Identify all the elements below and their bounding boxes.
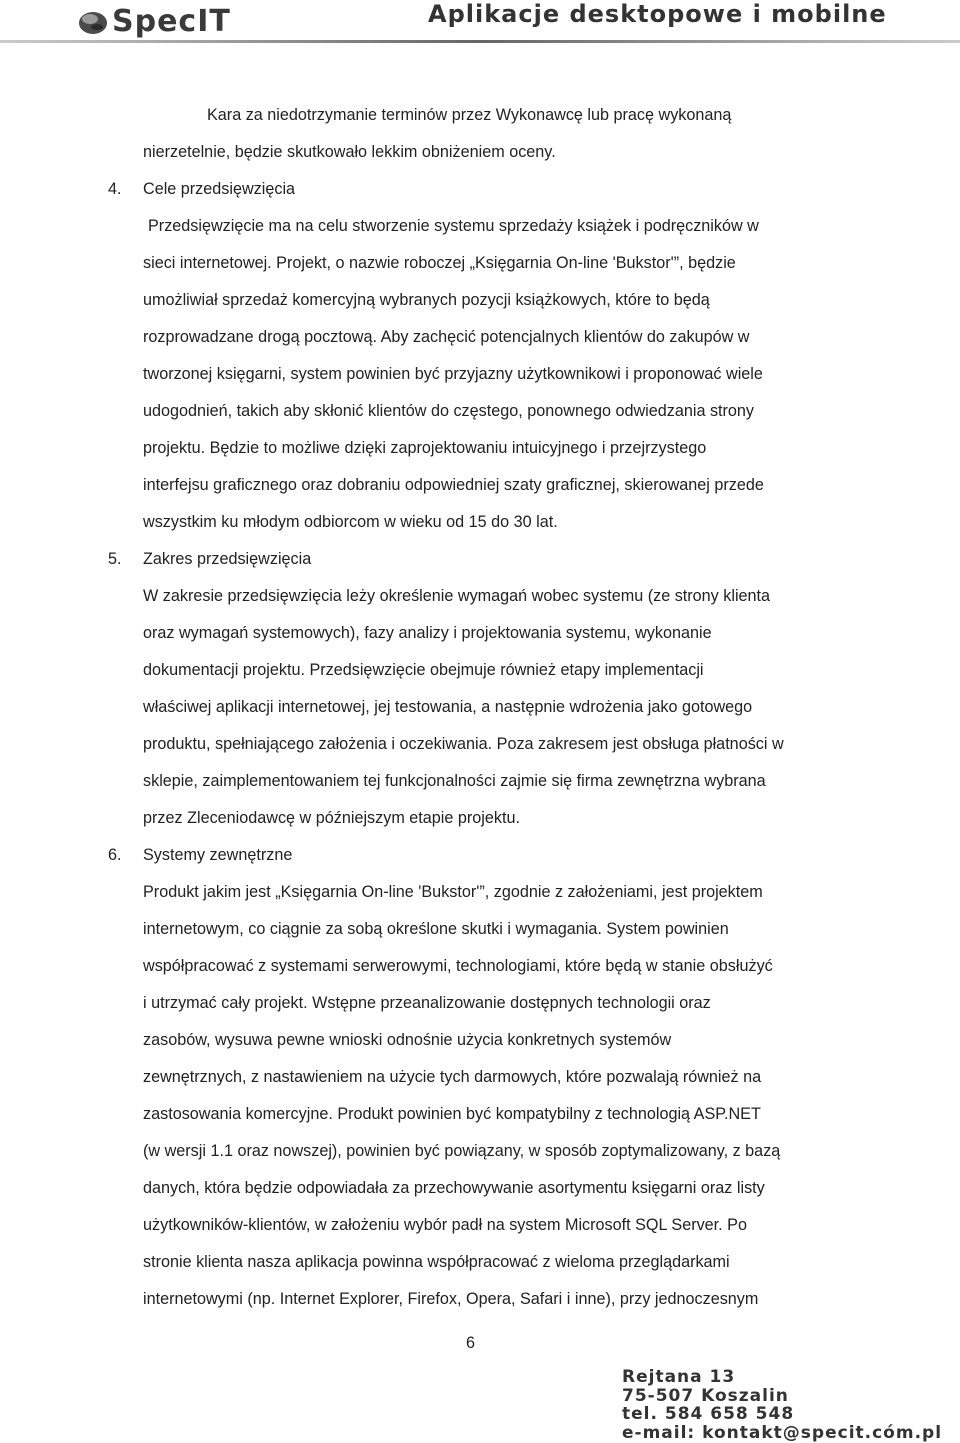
list-number: 4.	[108, 180, 122, 198]
page-header	[0, 0, 960, 44]
body-line: internetowymi (np. Internet Explorer, Firefox, Opera, Safari i inne), przy jednoczesnym	[143, 1290, 759, 1308]
body-line: Przedsięwzięcie ma na celu stworzenie systemu sprzedaży książek i podręczników w	[148, 217, 759, 235]
body-line: zastosowania komercyjne. Produkt powinien być kompatybilny z technologią ASP.NET	[143, 1105, 761, 1123]
body-line: oraz wymagań systemowych), fazy analizy i projektowania systemu, wykonanie	[143, 624, 712, 642]
footer-address	[622, 1368, 952, 1442]
body-line: produktu, spełniającego założenia i oczekiwania. Poza zakresem jest obsługa płatności w	[143, 735, 784, 753]
body-line: dokumentacji projektu. Przedsięwzięcie obejmuje również etapy implementacji	[143, 661, 704, 679]
body-line: stronie klienta nasza aplikacja powinna współpracować z wieloma przeglądarkami	[143, 1253, 730, 1271]
body-line: współpracować z systemami serwerowymi, technologiami, które będą w stanie obsłużyć	[143, 957, 773, 975]
body-line: wszystkim ku młodym odbiorcom w wieku od 15 do 30 lat.	[143, 513, 558, 531]
page-number: 6	[466, 1334, 476, 1352]
body-line: (w wersji 1.1 oraz nowszej), powinien być powiązany, w sposób zoptymalizowany, z bazą	[143, 1142, 781, 1160]
body-line: sieci internetowej. Projekt, o nazwie roboczej „Księgarnia On-line 'Bukstor'”, będzie	[143, 254, 736, 272]
section-heading: Systemy zewnętrzne	[143, 846, 293, 864]
address-phone: tel. 584 658 548	[622, 1404, 795, 1424]
body-line: umożliwiał sprzedaż komercyjną wybranych pozycji książkowych, które to będą	[143, 291, 710, 309]
header-divider	[0, 40, 960, 43]
body-line: zewnętrznych, z nastawieniem na użycie tych darmowych, które pozwalają również na	[143, 1068, 762, 1086]
specit-logo	[78, 4, 278, 38]
body-line: właściwej aplikacji internetowej, jej testowania, a następnie wdrożenia jako gotowego	[143, 698, 753, 716]
logo-mark-icon	[78, 6, 108, 36]
logo-text: SpecIT	[112, 4, 231, 39]
address-email: e-mail: kontakt@specit.cóm.pl	[622, 1422, 943, 1443]
body-line: użytkowników-klientów, w założeniu wybór padł na system Microsoft SQL Server. Po	[143, 1216, 747, 1234]
body-line: rozprowadzane drogą pocztową. Aby zachęcić potencjalnych klientów do zakupów w	[143, 328, 750, 346]
header-tagline: Aplikacje desktopowe i mobilne	[428, 0, 887, 28]
section-heading: Cele przedsięwzięcia	[143, 180, 296, 198]
body-line: W zakresie przedsięwzięcia leży określenie wymagań wobec systemu (ze strony klienta	[143, 587, 771, 605]
body-line: tworzonej księgarni, system powinien być przyjazny użytkownikowi i proponować wiele	[143, 365, 763, 383]
body-line: nierzetelnie, będzie skutkowało lekkim obniżeniem oceny.	[143, 143, 556, 161]
body-line: przez Zleceniodawcę w późniejszym etapie projektu.	[143, 809, 520, 827]
body-line: zasobów, wysuwa pewne wnioski odnośnie użycia konkretnych systemów	[143, 1031, 672, 1049]
address-street: Rejtana 13	[622, 1367, 736, 1387]
body-line: danych, która będzie odpowiadała za przechowywanie asortymentu księgarni oraz listy	[143, 1179, 765, 1197]
body-line: udogodnień, takich aby skłonić klientów do częstego, ponownego odwiedzania strony	[143, 402, 755, 420]
list-number: 6.	[108, 846, 122, 864]
body-line: sklepie, zaimplementowaniem tej funkcjonalności zajmie się firma zewnętrzna wybrana	[143, 772, 766, 790]
body-line: internetowym, co ciągnie za sobą określone skutki i wymagania. System powinien	[143, 920, 729, 938]
body-line: projektu. Będzie to możliwe dzięki zaprojektowaniu intuicyjnego i przejrzystego	[143, 439, 707, 457]
body-line: interfejsu graficznego oraz dobraniu odpowiedniej szaty graficznej, skierowanej przede	[143, 476, 764, 494]
section-heading: Zakres przedsięwzięcia	[143, 550, 312, 568]
body-line: Kara za niedotrzymanie terminów przez Wykonawcę lub pracę wykonaną	[207, 106, 732, 124]
body-line: i utrzymać cały projekt. Wstępne przeanalizowanie dostępnych technologii oraz	[143, 994, 711, 1012]
list-number: 5.	[108, 550, 122, 568]
body-line: Produkt jakim jest „Księgarnia On-line 'Bukstor'”, zgodnie z założeniami, jest projektem	[143, 883, 763, 901]
address-city: 75-507 Koszalin	[622, 1385, 789, 1406]
